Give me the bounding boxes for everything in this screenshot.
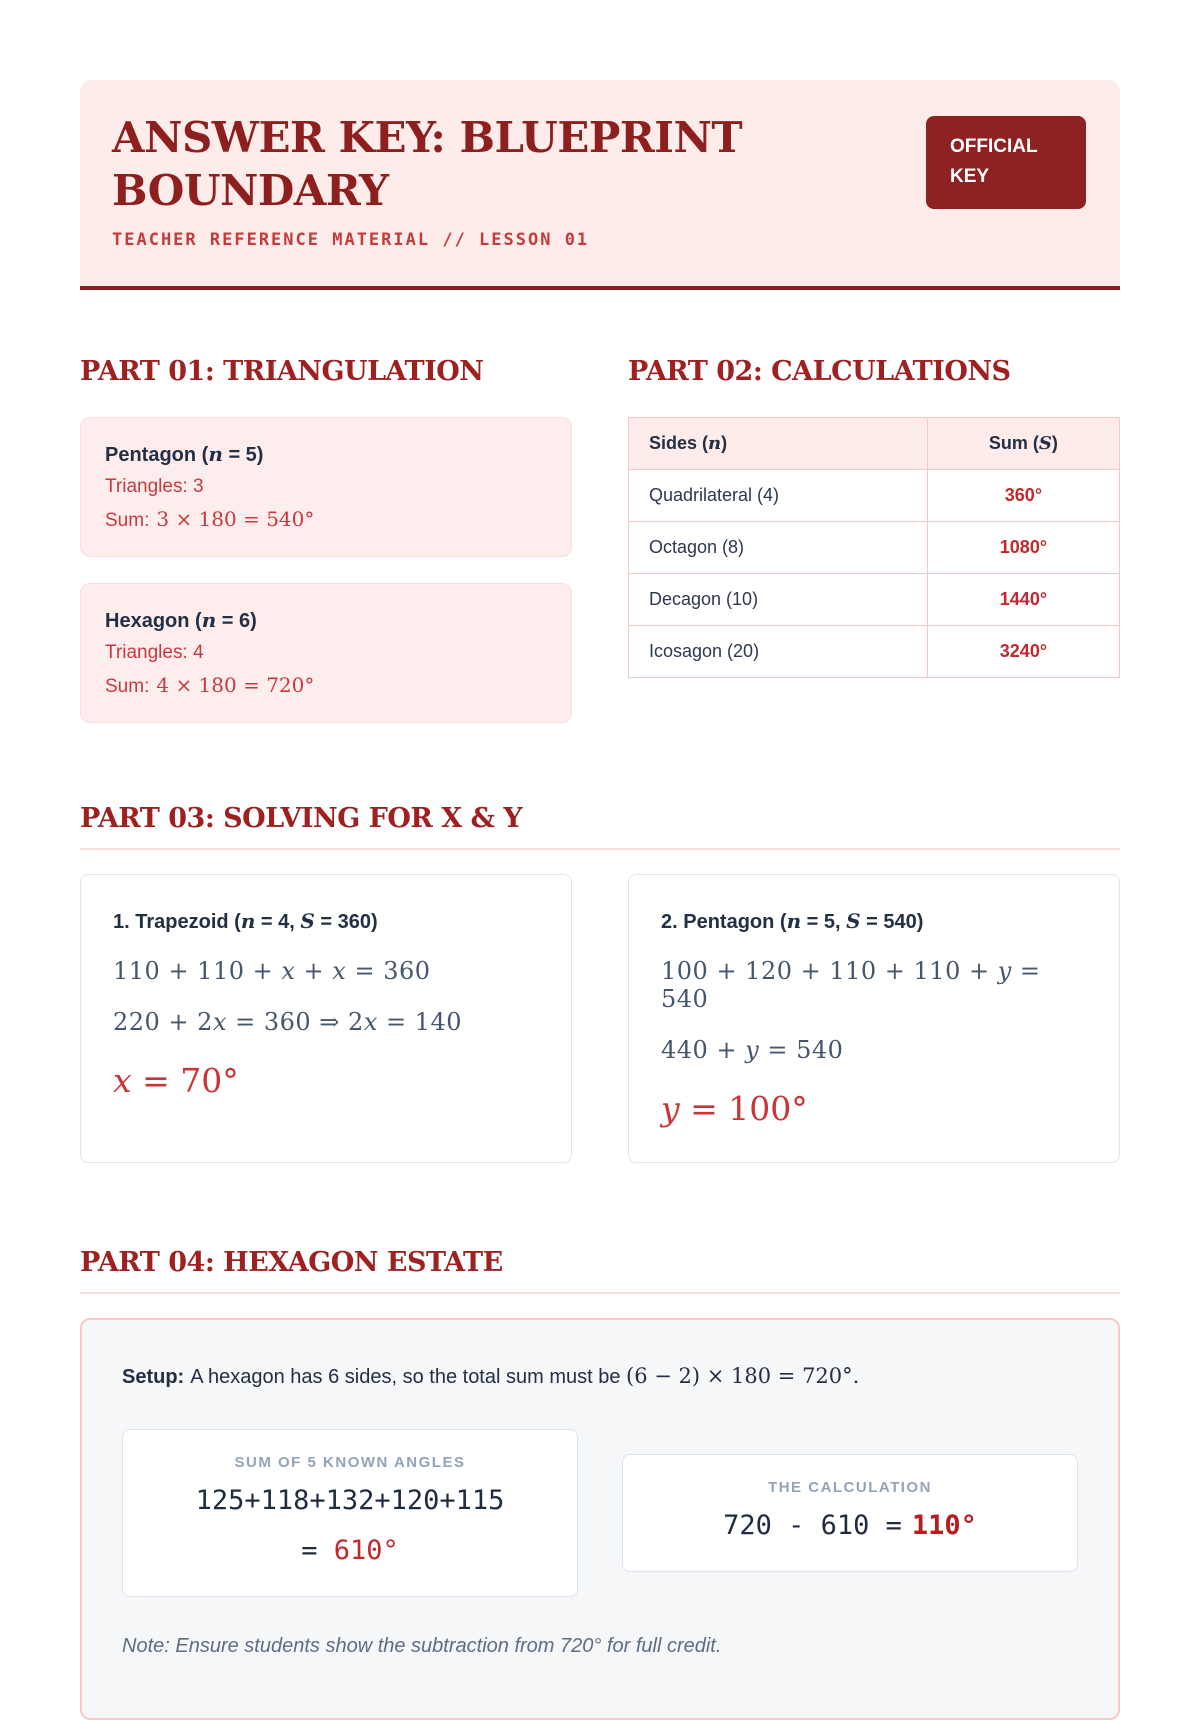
trapezoid-solution-card — [80, 874, 572, 1163]
sum-value-cell: 1440° — [927, 573, 1119, 625]
known-angles-expression: 125+118+132+120+115 — [195, 1484, 505, 1516]
table-row — [629, 573, 1120, 625]
sum-known-angles-label: SUM OF 5 KNOWN ANGLES — [234, 1453, 466, 1471]
page-subtitle: TEACHER REFERENCE MATERIAL // LESSON 01 — [112, 229, 590, 250]
final-calculation-box — [622, 1454, 1078, 1572]
setup-text: A hexagon has 6 sides, so the total sum must be — [190, 1365, 621, 1388]
polygon-name-cell: Quadrilateral (4) — [629, 469, 928, 521]
table-header-row — [629, 417, 1120, 469]
sum-math: 3 × 180 = 540° — [156, 506, 315, 531]
known-angles-result-line — [143, 1531, 557, 1572]
known-angles-result: 610° — [333, 1535, 399, 1567]
parts-01-02-row — [80, 356, 1120, 723]
part-04-heading: PART 04: HEXAGON ESTATE — [80, 1247, 1120, 1294]
section-part-01 — [80, 356, 572, 723]
equation-line: 100 + 120 + 110 + 110 + y = 540 — [661, 956, 1041, 1013]
pentagon-solution-title: 2. Pentagon (n = 5, S = 540) — [661, 908, 924, 933]
column-header-sides: Sides (n) — [629, 417, 928, 469]
section-part-04 — [80, 1247, 1120, 1720]
sum-label: Sum: — [105, 509, 150, 531]
sum-value-cell: 1080° — [927, 521, 1119, 573]
calculation-expression: 720 - 610 = — [723, 1510, 902, 1542]
sum-value-cell: 3240° — [927, 625, 1119, 677]
hexagon-card-title: Hexagon (n = 6) — [105, 607, 257, 632]
pentagon-card — [80, 417, 572, 557]
page-title: ANSWER KEY: BLUEPRINT BOUNDARY — [112, 113, 743, 215]
part-03-heading: PART 03: SOLVING FOR X & Y — [80, 803, 1120, 850]
pentagon-card-title: Pentagon (n = 5) — [105, 441, 264, 466]
sum-label: Sum: — [105, 675, 150, 697]
setup-label: Setup: — [122, 1365, 185, 1388]
teacher-note: Note: Ensure students show the subtraction from 720° for full credit. — [122, 1634, 722, 1657]
pentagon-triangles: Triangles: 3 — [105, 475, 204, 497]
table-row — [629, 469, 1120, 521]
polygon-name-cell: Icosagon (20) — [629, 625, 928, 677]
hexagon-card — [80, 583, 572, 723]
setup-math: (6 − 2) × 180 = 720°. — [626, 1363, 860, 1388]
calculation-boxes-row — [122, 1429, 1078, 1597]
header-banner — [80, 80, 1120, 290]
part-01-heading: PART 01: TRIANGULATION — [80, 355, 484, 387]
calculation-result: 110° — [911, 1510, 977, 1542]
sum-math: 4 × 180 = 720° — [156, 672, 315, 697]
polygon-name-cell: Octagon (8) — [629, 521, 928, 573]
pentagon-solution-card — [628, 874, 1120, 1163]
hexagon-estate-box — [80, 1318, 1120, 1720]
calculation-line — [643, 1506, 1057, 1547]
answer-x: x = 70° — [113, 1060, 239, 1100]
polygon-name-cell: Decagon (10) — [629, 573, 928, 625]
column-header-sum: Sum (S) — [927, 417, 1119, 469]
equation-line: 220 + 2x = 360 ⇒ 2x = 140 — [113, 1007, 463, 1036]
section-part-03 — [80, 803, 1120, 1163]
sum-known-angles-box — [122, 1429, 578, 1597]
calculation-label: THE CALCULATION — [768, 1479, 932, 1497]
equation-line: 110 + 110 + x + x = 360 — [113, 956, 431, 985]
hexagon-triangles: Triangles: 4 — [105, 641, 204, 663]
calculations-table — [628, 417, 1120, 678]
answer-y: y = 100° — [661, 1088, 808, 1128]
equals-sign: = — [301, 1535, 318, 1567]
section-part-02 — [628, 356, 1120, 723]
part-02-heading: PART 02: CALCULATIONS — [628, 355, 1011, 387]
official-key-badge: OFFICIAL KEY — [926, 116, 1086, 209]
solving-cards-row — [80, 874, 1120, 1163]
table-row — [629, 625, 1120, 677]
trapezoid-card-title: 1. Trapezoid (n = 4, S = 360) — [113, 908, 378, 933]
setup-line — [122, 1364, 1078, 1389]
table-row — [629, 521, 1120, 573]
pentagon-sum — [105, 507, 547, 532]
hexagon-sum — [105, 673, 547, 698]
header-text-block — [112, 112, 812, 250]
sum-value-cell: 360° — [927, 469, 1119, 521]
equation-line: 440 + y = 540 — [661, 1035, 844, 1064]
